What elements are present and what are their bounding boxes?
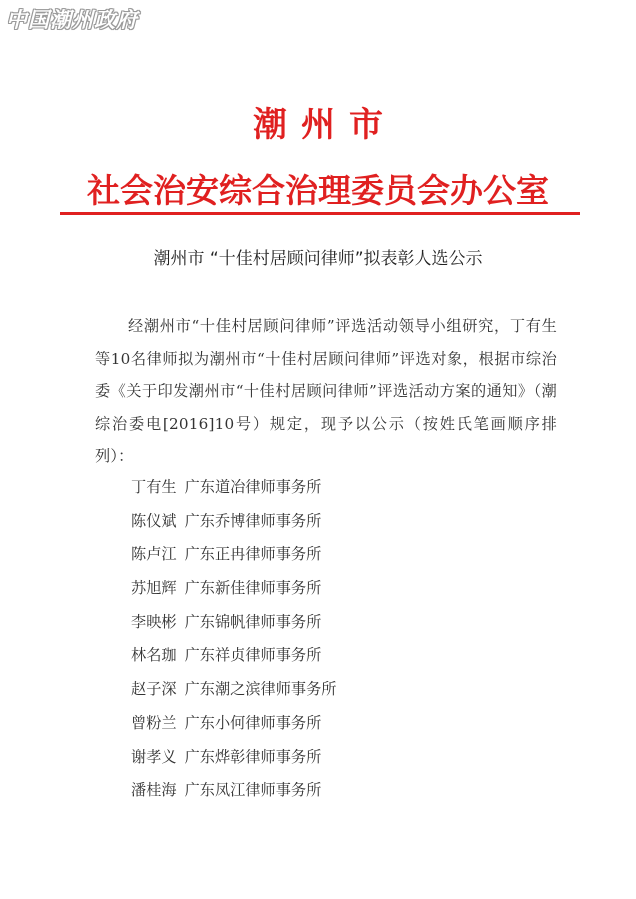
lawyer-name: 陈仪斌 <box>131 511 177 530</box>
lawyer-row <box>131 644 336 678</box>
lawyer-row <box>131 510 336 544</box>
notice-body-paragraph: 经潮州市“十佳村居顾问律师”评选活动领导小组研究，丁有生等10名律师拟为潮州市“十佳村居顾问律师”评选对象，根据市综治委《关于印发潮州市“十佳村居顾问律师”评选活动方案的通知》（潮综治委电[2016]10号）规定，现予以公示（按姓氏笔画顺序排列）： <box>95 317 557 465</box>
lawyer-firm: 广东乔博律师事务所 <box>184 511 322 530</box>
lawyer-name: 潘桂海 <box>131 781 177 800</box>
lawyer-firm: 广东新佳律师事务所 <box>184 579 322 598</box>
lawyer-name: 林名珈 <box>131 646 177 665</box>
lawyer-row <box>131 577 336 611</box>
lawyer-name: 赵子深 <box>131 680 177 699</box>
lawyer-row <box>131 611 336 645</box>
lawyer-row <box>131 712 336 746</box>
lawyer-row <box>131 476 336 510</box>
lawyer-row <box>131 678 336 712</box>
lawyer-firm: 广东正冉律师事务所 <box>184 545 322 564</box>
lawyer-list <box>131 476 336 813</box>
watermark-logo <box>6 4 138 34</box>
lawyer-name: 丁有生 <box>131 478 177 496</box>
lawyer-name: 谢孝义 <box>131 747 177 766</box>
lawyer-firm: 广东潮之滨律师事务所 <box>184 680 337 699</box>
lawyer-name: 曾粉兰 <box>131 713 177 732</box>
lawyer-firm: 广东锦帆律师事务所 <box>184 612 322 631</box>
header-red-divider <box>60 212 580 215</box>
lawyer-name: 李映彬 <box>131 612 177 631</box>
watermark-text: 中国潮州政府 <box>6 7 138 32</box>
lawyer-firm: 广东祥贞律师事务所 <box>184 646 322 665</box>
lawyer-firm: 广东道冶律师事务所 <box>184 478 322 496</box>
header-city-title: 潮州市 <box>253 105 397 145</box>
lawyer-row <box>131 543 336 577</box>
lawyer-firm: 广东凤江律师事务所 <box>184 781 322 800</box>
lawyer-row <box>131 746 336 780</box>
lawyer-row <box>131 779 336 813</box>
notice-title: 潮州市 “十佳村居顾问律师”拟表彰人选公示 <box>153 249 483 269</box>
lawyer-firm: 广东烨彰律师事务所 <box>184 747 322 766</box>
header-office-title: 社会治安综合治理委员会办公室 <box>87 171 549 210</box>
lawyer-name: 陈卢江 <box>131 545 177 564</box>
lawyer-name: 苏旭辉 <box>131 579 177 598</box>
lawyer-firm: 广东小何律师事务所 <box>184 713 322 732</box>
